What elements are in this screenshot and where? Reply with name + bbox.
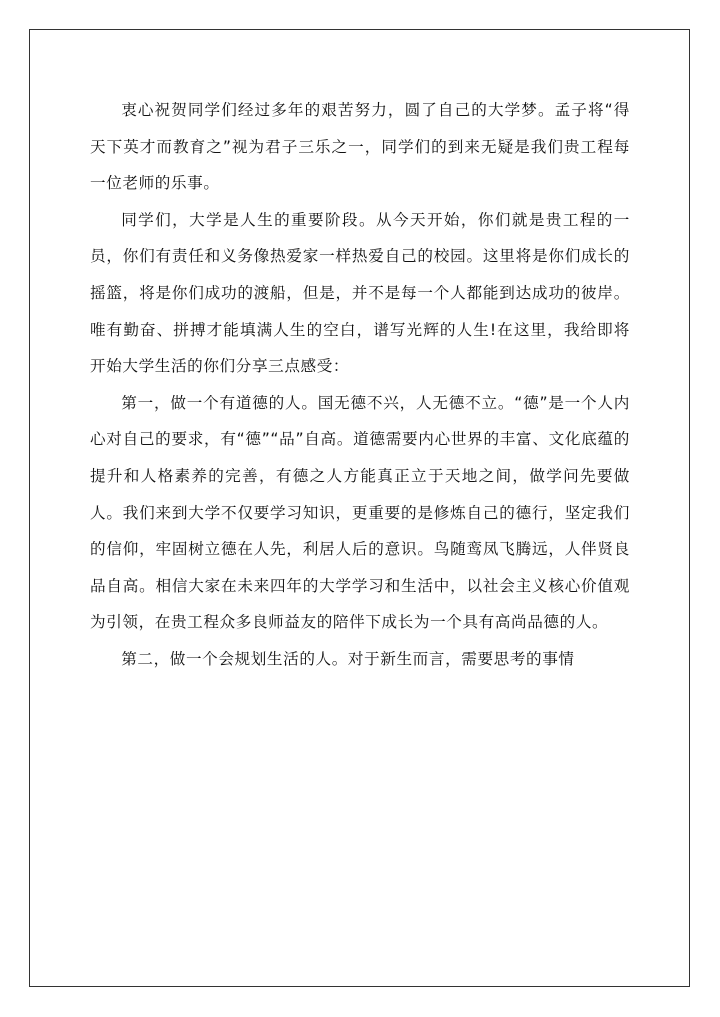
paragraph-university-stage: 同学们，大学是人生的重要阶段。从今天开始，你们就是贵工程的一员，你们有责任和义务像热爱家一样热爱自己的校园。这里将是你们成长的摇篮，将是你们成功的渡船，但是，并不是每一个人都能到达成功的彼岸。唯有勤奋、拼搏才能填满人生的空白，谱写光辉的人生!在这里，我给即将开始大学生活的你们分享三点感受： xyxy=(90,210,630,376)
paragraph-first-virtue: 第一，做一个有道德的人。国无德不兴，人无德不立。“德”是一个人内心对自己的要求，有“德”“品”自高。道德需要内心世界的丰富、文化底蕴的提升和人格素养的完善，有德之人方能真正立于天地之间，做学问先要做人。我们来到大学不仅要学习知识，更重要的是修炼自己的德行，坚定我们的信仰，牢固树立德在人先，利居人后的意识。鸟随鸾凤飞腾远，人伴贤良品自高。相信大家在未来四年的大学学习和生活中，以社会主义核心价值观为引领，在贵工程众多良师益友的陪伴下成长为一个具有高尚品德的人。 xyxy=(90,393,630,632)
paragraph-congratulations: 衷心祝贺同学们经过多年的艰苦努力，圆了自己的大学梦。孟子将“得天下英才而教育之”视为君子三乐之一，同学们的到来无疑是我们贵工程每一位老师的乐事。 xyxy=(90,101,630,193)
document-body xyxy=(90,92,630,678)
paragraph-second-planning: 第二，做一个会规划生活的人。对于新生而言，需要思考的事情 xyxy=(121,649,575,668)
